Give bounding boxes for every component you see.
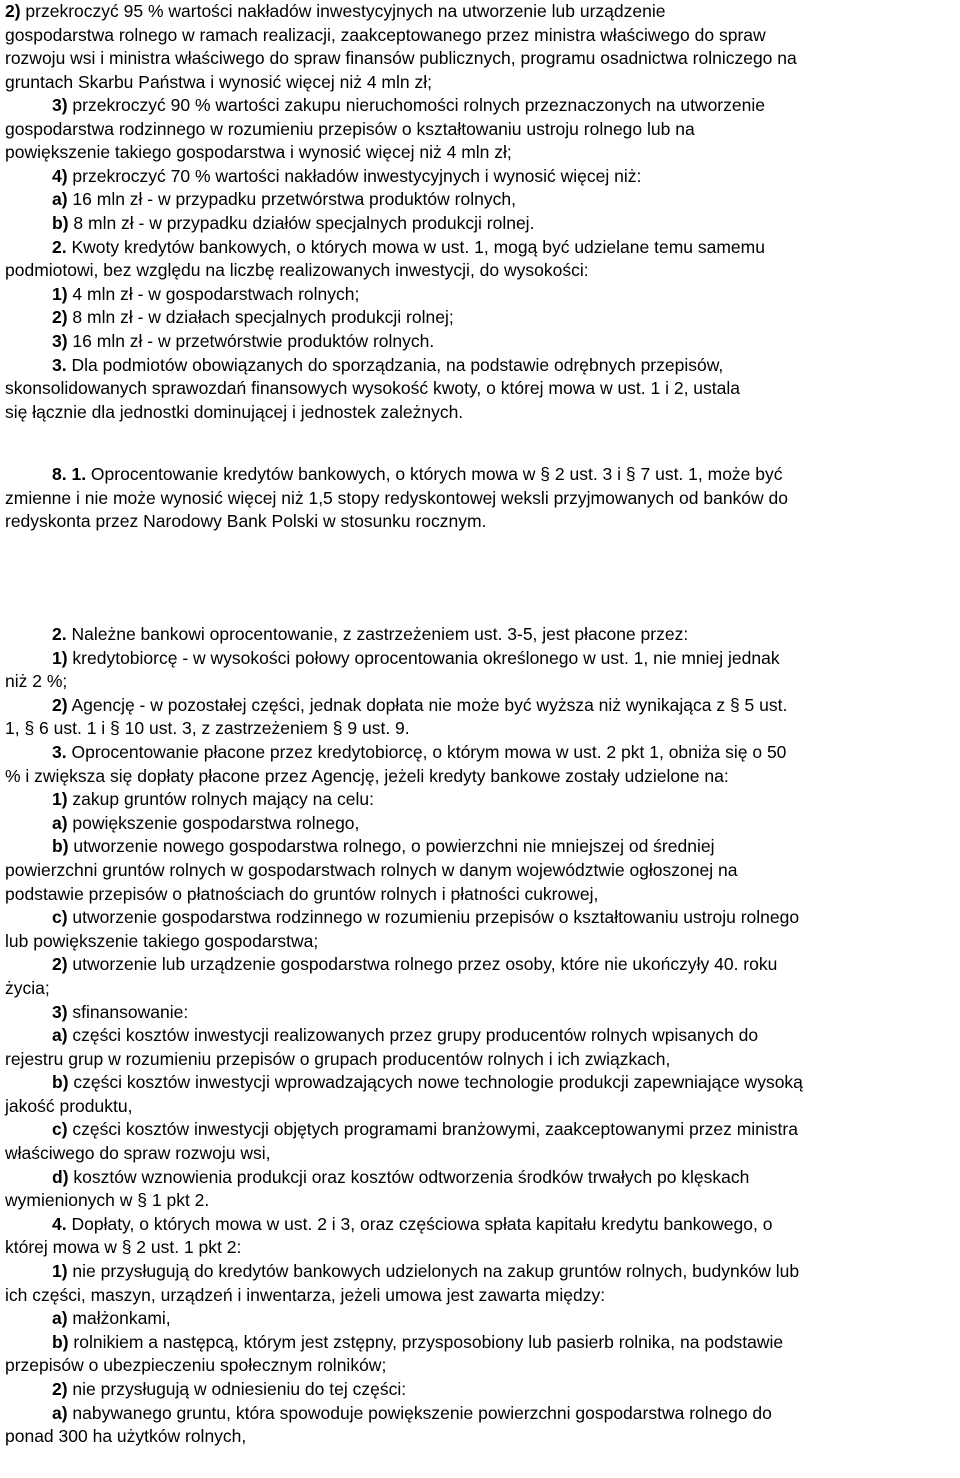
- line-text: 4 mln zł - w gospodarstwach rolnych;: [67, 283, 360, 304]
- text-line: [5, 1071, 957, 1095]
- line-text: części kosztów inwestycji objętych programami branżowymi, zaakceptowanymi przez ministra: [67, 1119, 798, 1140]
- line-text: rozwoju wsi i ministra właściwego do spraw finansów publicznych, programu osadnictwa rolniczego na: [5, 48, 797, 69]
- line-text: jakość produktu,: [5, 1095, 133, 1116]
- line-text: się łącznie dla jednostki dominującej i jednostek zależnych.: [5, 401, 464, 422]
- line-text: części kosztów inwestycji realizowanych przez grupy producentów rolnych wpisanych do: [67, 1025, 759, 1046]
- text-line: [5, 236, 957, 260]
- line-text: 1, § 6 ust. 1 i § 10 ust. 3, z zastrzeżeniem § 9 ust. 9.: [5, 718, 410, 739]
- text-line: [5, 647, 957, 671]
- text-line: [5, 188, 957, 212]
- line-text: rolnikiem a następcą, którym jest zstępny, przysposobiony lub pasierb rolnika, na podstawie: [68, 1331, 784, 1352]
- text-line: [5, 1260, 957, 1284]
- text-line: [5, 330, 957, 354]
- text-line: [5, 623, 957, 647]
- item-label: 2): [52, 307, 68, 328]
- line-text: gospodarstwa rolnego w ramach realizacji, zaakceptowanego przez ministra właściwego do spraw: [5, 24, 766, 45]
- item-label: a): [52, 812, 68, 833]
- text-line: [5, 1378, 957, 1402]
- text-line: [5, 0, 957, 24]
- text-line: [5, 1024, 957, 1048]
- line-text: powiększenie gospodarstwa rolnego,: [67, 812, 360, 833]
- line-text: utworzenie gospodarstwa rodzinnego w rozumieniu przepisów o kształtowaniu ustroju rolnego: [67, 907, 800, 928]
- paragraph-block: [5, 463, 957, 534]
- text-line: [5, 788, 957, 812]
- line-text: właściwego do spraw rozwoju wsi,: [5, 1143, 271, 1164]
- line-text: Dla podmiotów obowiązanych do sporządzania, na podstawie odrębnych przepisów,: [66, 354, 724, 375]
- item-label: a): [52, 1025, 68, 1046]
- text-line: [5, 694, 957, 718]
- item-label: 1): [52, 283, 68, 304]
- item-label: 8. 1.: [52, 464, 87, 484]
- item-label: 2): [52, 694, 68, 715]
- text-line: [5, 1095, 957, 1119]
- text-line: [5, 835, 957, 859]
- item-label: b): [52, 1331, 69, 1352]
- line-text: rejestru grup w rozumieniu przepisów o grupach producentów rolnych i ich związkach,: [5, 1048, 671, 1069]
- text-line: [5, 165, 957, 189]
- item-label: 3.: [52, 741, 67, 762]
- item-label: 3.: [52, 354, 67, 375]
- line-text: nie przysługują do kredytów bankowych udzielonych na zakup gruntów rolnych, budynków lub: [67, 1261, 800, 1282]
- text-line: [5, 94, 957, 118]
- text-line: [5, 24, 957, 48]
- item-label: 2.: [52, 236, 67, 257]
- line-text: utworzenie nowego gospodarstwa rolnego, o powierzchni nie mniejszej od średniej: [68, 836, 715, 857]
- text-line: [5, 212, 957, 236]
- line-text: 16 mln zł - w przetwórstwie produktów rolnych.: [67, 330, 435, 351]
- text-line: [5, 463, 957, 487]
- line-text: części kosztów inwestycji wprowadzających nowe technologie produkcji zapewniające wysoką: [68, 1072, 803, 1093]
- line-text: Oprocentowanie kredytów bankowych, o których mowa w § 2 ust. 3 i § 7 ust. 1, może być: [86, 464, 783, 484]
- line-text: której mowa w § 2 ust. 1 pkt 2:: [5, 1237, 242, 1258]
- line-text: lub powiększenie takiego gospodarstwa;: [5, 930, 319, 951]
- item-label: 3): [52, 330, 68, 351]
- text-line: [5, 883, 957, 907]
- text-line: [5, 141, 957, 165]
- line-text: wymienionych w § 1 pkt 2.: [5, 1190, 210, 1211]
- line-text: Oprocentowanie płacone przez kredytobiorcę, o którym mowa w ust. 2 pkt 1, obniża się o 50: [66, 741, 787, 762]
- line-text: powierzchni gruntów rolnych w gospodarstwach rolnych w danym województwie ogłoszonej na: [5, 859, 738, 880]
- item-label: 3): [52, 1001, 68, 1022]
- line-text: kredytobiorcę - w wysokości połowy oprocentowania określonego w ust. 1, nie mniej jednak: [67, 647, 780, 668]
- item-label: 4.: [52, 1213, 67, 1234]
- paragraph-block: [5, 623, 957, 1449]
- line-text: % i zwiększa się dopłaty płacone przez Agencję, jeżeli kredyty bankowe zostały udzielone na:: [5, 765, 729, 786]
- text-line: [5, 510, 957, 534]
- text-line: [5, 47, 957, 71]
- text-line: [5, 1402, 957, 1426]
- item-label: b): [52, 212, 69, 233]
- item-label: 1): [52, 789, 68, 810]
- text-line: [5, 1236, 957, 1260]
- line-text: zmienne i nie może wynosić więcej niż 1,5 stopy redyskontowej weksli przyjmowanych od banków do: [5, 487, 788, 508]
- text-line: [5, 717, 957, 741]
- line-text: powiększenie takiego gospodarstwa i wynosić więcej niż 4 mln zł;: [5, 142, 512, 163]
- text-line: [5, 118, 957, 142]
- line-text: Należne bankowi oprocentowanie, z zastrzeżeniem ust. 3-5, jest płacone przez:: [66, 624, 689, 644]
- text-line: [5, 306, 957, 330]
- text-line: [5, 354, 957, 378]
- text-line: [5, 765, 957, 789]
- text-line: [5, 741, 957, 765]
- item-label: b): [52, 836, 69, 857]
- line-text: 8 mln zł - w działach specjalnych produkcji rolnej;: [67, 307, 454, 328]
- text-line: [5, 977, 957, 1001]
- text-line: [5, 812, 957, 836]
- line-text: zakup gruntów rolnych mający na celu:: [67, 789, 374, 810]
- line-text: gruntach Skarbu Państwa i wynosić więcej niż 4 mln zł;: [5, 71, 432, 92]
- line-text: 16 mln zł - w przypadku przetwórstwa produktów rolnych,: [67, 189, 516, 210]
- line-text: Agencję - w pozostałej części, jednak dopłata nie może być wyższa niż wynikająca z § 5 ust.: [67, 694, 788, 715]
- line-text: 8 mln zł - w przypadku działów specjalnych produkcji rolnej.: [68, 212, 535, 233]
- text-line: [5, 1001, 957, 1025]
- paragraph-block: [5, 94, 957, 424]
- item-label: d): [52, 1166, 69, 1187]
- text-line: [5, 259, 957, 283]
- text-line: [5, 401, 957, 425]
- text-line: [5, 1118, 957, 1142]
- text-line: [5, 906, 957, 930]
- text-line: [5, 1307, 957, 1331]
- line-text: przekroczyć 95 % wartości nakładów inwestycyjnych na utworzenie lub urządzenie: [20, 1, 666, 21]
- text-line: [5, 1189, 957, 1213]
- line-text: ich części, maszyn, urządzeń i inwentarza, jeżeli umowa jest zawarta między:: [5, 1284, 606, 1305]
- line-text: kosztów wznowienia produkcji oraz kosztów odtworzenia środków trwałych po klęskach: [68, 1166, 750, 1187]
- line-text: małżonkami,: [67, 1308, 171, 1329]
- item-label: 3): [52, 95, 68, 115]
- item-label: a): [52, 189, 68, 210]
- line-text: Dopłaty, o których mowa w ust. 2 i 3, oraz częściowa spłata kapitału kredytu bankowego, o: [66, 1213, 773, 1234]
- text-line: [5, 670, 957, 694]
- item-label: a): [52, 1402, 68, 1423]
- text-line: [5, 1048, 957, 1072]
- line-text: nabywanego gruntu, która spowoduje powiększenie powierzchni gospodarstwa rolnego do: [67, 1402, 772, 1423]
- text-line: [5, 1331, 957, 1355]
- text-line: [5, 930, 957, 954]
- text-line: [5, 1213, 957, 1237]
- line-text: Kwoty kredytów bankowych, o których mowa w ust. 1, mogą być udzielane temu samemu: [66, 236, 765, 257]
- text-line: [5, 377, 957, 401]
- line-text: życia;: [5, 977, 50, 998]
- item-label: c): [52, 907, 68, 928]
- line-text: przekroczyć 70 % wartości nakładów inwestycyjnych i wynosić więcej niż:: [67, 165, 642, 186]
- text-line: [5, 71, 957, 95]
- line-text: niż 2 %;: [5, 671, 68, 692]
- item-label: 2): [5, 1, 21, 21]
- item-label: 2.: [52, 624, 67, 644]
- line-text: gospodarstwa rodzinnego w rozumieniu przepisów o kształtowaniu ustroju rolnego lub na: [5, 118, 695, 139]
- text-line: [5, 1354, 957, 1378]
- item-label: 1): [52, 1261, 68, 1282]
- line-text: podstawie przepisów o płatnościach do gruntów rolnych i płatności cukrowej,: [5, 883, 599, 904]
- item-label: 4): [52, 165, 68, 186]
- item-label: b): [52, 1072, 69, 1093]
- paragraph-block: [5, 0, 957, 94]
- line-text: nie przysługują w odniesieniu do tej części:: [67, 1379, 407, 1399]
- item-label: a): [52, 1308, 68, 1329]
- text-line: [5, 1425, 957, 1449]
- text-line: [5, 859, 957, 883]
- item-label: 2): [52, 1379, 68, 1399]
- text-line: [5, 283, 957, 307]
- item-label: 1): [52, 647, 68, 668]
- line-text: utworzenie lub urządzenie gospodarstwa rolnego przez osoby, które nie ukończyły 40. roku: [67, 954, 778, 975]
- text-line: [5, 487, 957, 511]
- text-line: [5, 1284, 957, 1308]
- line-text: redyskonta przez Narodowy Bank Polski w stosunku rocznym.: [5, 511, 487, 532]
- line-text: sfinansowanie:: [67, 1001, 189, 1022]
- item-label: 2): [52, 954, 68, 975]
- text-line: [5, 1142, 957, 1166]
- line-text: podmiotowi, bez względu na liczbę realizowanych inwestycji, do wysokości:: [5, 260, 589, 281]
- line-text: skonsolidowanych sprawozdań finansowych wysokość kwoty, o której mowa w ust. 1 i 2, ustala: [5, 378, 741, 399]
- item-label: c): [52, 1119, 68, 1140]
- line-text: ponad 300 ha użytków rolnych,: [5, 1426, 247, 1447]
- line-text: przepisów o ubezpieczeniu społecznym rolników;: [5, 1355, 387, 1376]
- line-text: przekroczyć 90 % wartości zakupu nieruchomości rolnych przeznaczonych na utworzenie: [67, 95, 765, 115]
- text-line: [5, 1166, 957, 1190]
- text-line: [5, 953, 957, 977]
